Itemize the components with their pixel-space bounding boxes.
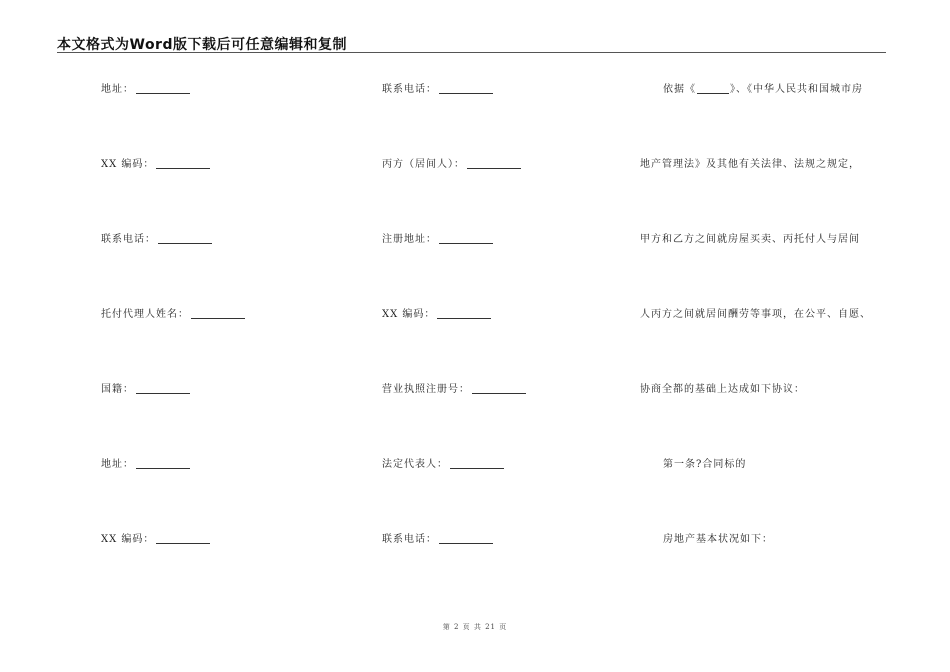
paragraph-line: 甲方和乙方之间就房屋买卖、丙托付人与居间: [640, 234, 860, 245]
header-divider: [57, 52, 886, 53]
field-label: 托付代理人姓名：: [101, 309, 189, 320]
fill-blank[interactable]: [697, 83, 729, 94]
fill-blank[interactable]: [467, 158, 521, 169]
fill-blank[interactable]: [156, 158, 210, 169]
field-address: [101, 455, 190, 470]
field-label: XX 编码：: [101, 534, 155, 545]
field-label: 联系电话：: [101, 234, 156, 245]
field-postal-code: [101, 530, 210, 545]
fill-blank[interactable]: [136, 83, 190, 94]
field-agent-name: [101, 305, 245, 320]
paragraph-line: 房地产基本状况如下：: [663, 534, 773, 545]
fill-blank[interactable]: [439, 533, 493, 544]
paragraph-line: 地产管理法》及其他有关法律、法规之规定，: [640, 159, 860, 170]
field-label: 地址：: [101, 84, 134, 95]
paragraph-line: [663, 80, 863, 95]
field-label: 注册地址：: [382, 234, 437, 245]
fill-blank[interactable]: [472, 383, 526, 394]
fill-blank[interactable]: [439, 233, 493, 244]
field-nationality: [101, 380, 190, 395]
paragraph-line: 人丙方之间就居间酬劳等事项，在公平、自愿、: [640, 309, 871, 320]
page-header-title: 本文格式为Word版下载后可任意编辑和复制: [57, 37, 347, 53]
text-fragment: 》、《中华人民共和国城市房: [730, 84, 863, 95]
field-label: XX 编码：: [382, 309, 436, 320]
field-label: 营业执照注册号：: [382, 384, 470, 395]
field-label: 丙方（居间人）：: [382, 159, 465, 170]
field-label: 法定代表人：: [382, 459, 448, 470]
fill-blank[interactable]: [437, 308, 491, 319]
field-legal-representative: [382, 455, 504, 470]
fill-blank[interactable]: [156, 533, 210, 544]
field-phone: [382, 80, 493, 95]
field-license-number: [382, 380, 526, 395]
field-intermediary: [382, 155, 521, 170]
fill-blank[interactable]: [136, 383, 190, 394]
paragraph-line: 协商全都的基础上达成如下协议：: [640, 384, 805, 395]
article-heading: 第一条?合同标的: [663, 459, 747, 470]
field-label: 联系电话：: [382, 84, 437, 95]
field-postal-code: [101, 155, 210, 170]
fill-blank[interactable]: [450, 458, 504, 469]
field-label: XX 编码：: [101, 159, 155, 170]
fill-blank[interactable]: [191, 308, 245, 319]
field-phone: [101, 230, 212, 245]
field-registered-address: [382, 230, 493, 245]
fill-blank[interactable]: [439, 83, 493, 94]
field-label: 国籍：: [101, 384, 134, 395]
fill-blank[interactable]: [136, 458, 190, 469]
page-number: 第 2 页 共 21 页: [442, 623, 508, 631]
field-phone: [382, 530, 493, 545]
field-address: [101, 80, 190, 95]
field-label: 地址：: [101, 459, 134, 470]
field-postal-code: [382, 305, 491, 320]
fill-blank[interactable]: [158, 233, 212, 244]
field-label: 联系电话：: [382, 534, 437, 545]
text-fragment: 依据《: [663, 84, 696, 95]
